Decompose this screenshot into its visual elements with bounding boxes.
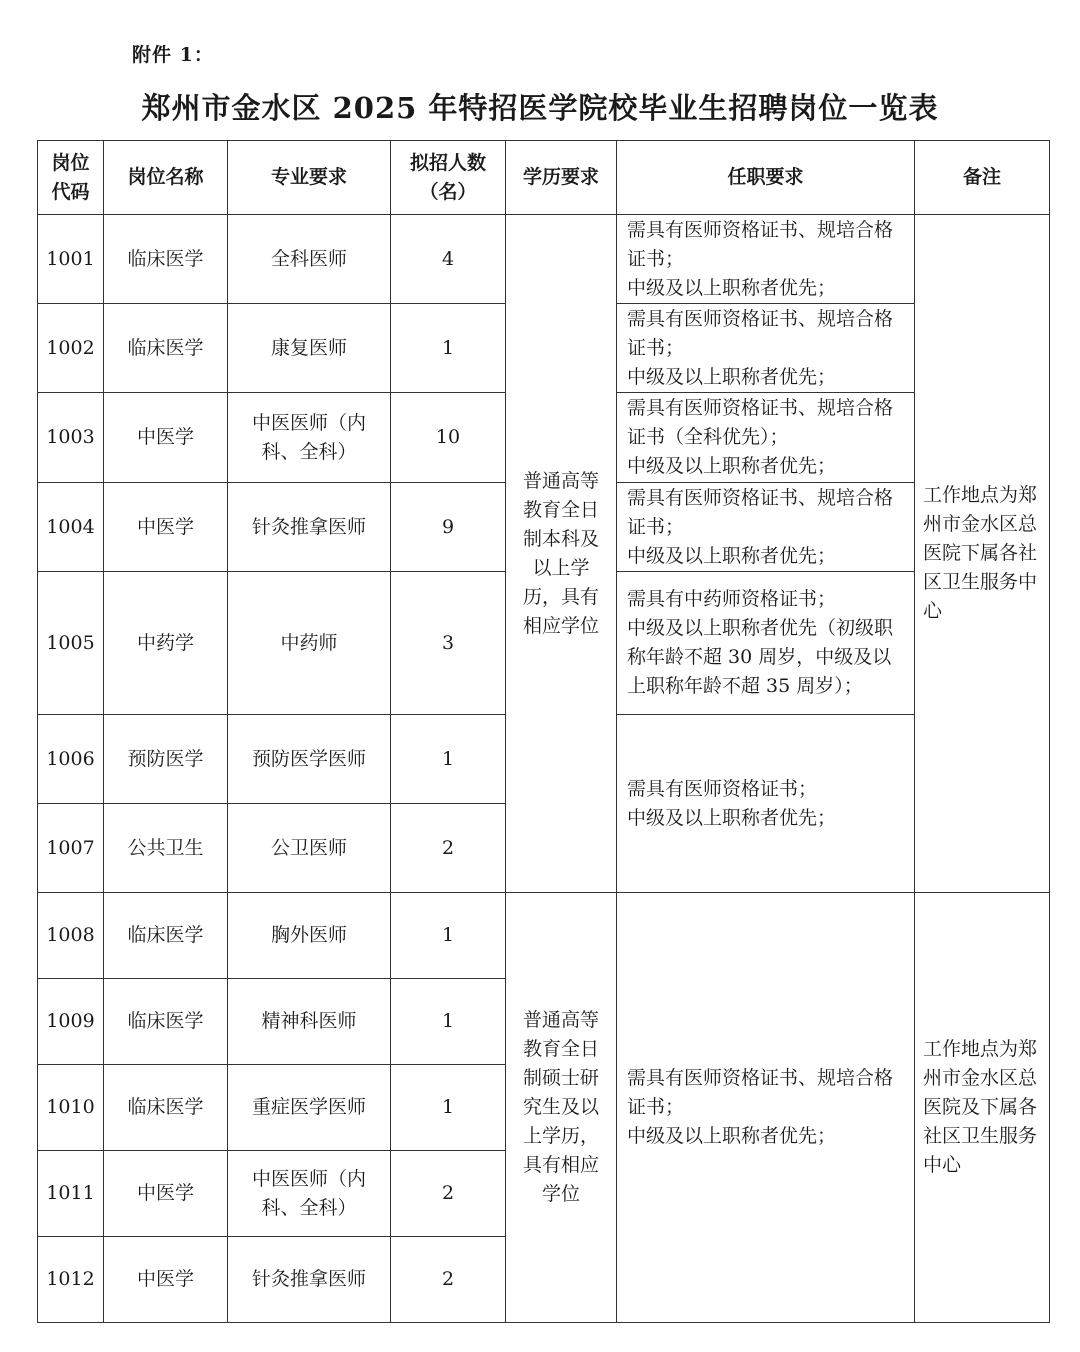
cell-count: 10	[391, 393, 506, 483]
cell-code: 1012	[38, 1237, 104, 1323]
cell-count: 1	[391, 893, 506, 979]
cell-name: 中医学	[104, 393, 228, 483]
cell-major: 胸外医师	[228, 893, 391, 979]
cell-count: 1	[391, 1065, 506, 1151]
cell-major: 全科医师	[228, 215, 391, 304]
header-requirement: 任职要求	[617, 141, 915, 215]
cell-major: 公卫医师	[228, 804, 391, 893]
cell-requirement-group2: 需具有医师资格证书、规培合格证书； 中级及以上职称者优先；	[617, 893, 915, 1323]
cell-count: 1	[391, 715, 506, 804]
cell-major: 针灸推拿医师	[228, 1237, 391, 1323]
cell-name: 中医学	[104, 483, 228, 572]
cell-name: 预防医学	[104, 715, 228, 804]
cell-name: 临床医学	[104, 979, 228, 1065]
cell-code: 1008	[38, 893, 104, 979]
cell-code: 1005	[38, 572, 104, 715]
positions-table	[37, 140, 1050, 1323]
cell-requirement: 需具有医师资格证书、规培合格证书； 中级及以上职称者优先；	[617, 483, 915, 572]
cell-name: 中医学	[104, 1237, 228, 1323]
table-header-row	[38, 141, 1050, 215]
cell-major: 预防医学医师	[228, 715, 391, 804]
cell-major: 精神科医师	[228, 979, 391, 1065]
cell-requirement-shared: 需具有医师资格证书； 中级及以上职称者优先；	[617, 715, 915, 893]
cell-count: 1	[391, 304, 506, 393]
cell-count: 2	[391, 1151, 506, 1237]
cell-requirement: 需具有中药师资格证书； 中级及以上职称者优先（初级职称年龄不超 30 周岁，中级及以上职称年龄不超 35 周岁）；	[617, 572, 915, 715]
cell-major: 康复医师	[228, 304, 391, 393]
attachment-label: 附件 1：	[132, 44, 214, 66]
cell-requirement: 需具有医师资格证书、规培合格证书； 中级及以上职称者优先；	[617, 304, 915, 393]
cell-note-group1: 工作地点为郑州市金水区总医院下属各社区卫生服务中心	[915, 215, 1050, 893]
page-title: 郑州市金水区 2025 年特招医学院校毕业生招聘岗位一览表	[141, 91, 939, 125]
cell-code: 1002	[38, 304, 104, 393]
cell-requirement: 需具有医师资格证书、规培合格证书（全科优先）； 中级及以上职称者优先；	[617, 393, 915, 483]
cell-code: 1001	[38, 215, 104, 304]
cell-major: 针灸推拿医师	[228, 483, 391, 572]
header-name: 岗位名称	[104, 141, 228, 215]
cell-code: 1007	[38, 804, 104, 893]
header-count: 拟招人数 （名）	[391, 141, 506, 215]
cell-education-group2: 普通高等教育全日制硕士研究生及以上学历，具有相应学位	[506, 893, 617, 1323]
cell-code: 1003	[38, 393, 104, 483]
cell-major: 中医医师（内科、全科）	[228, 1151, 391, 1237]
cell-code: 1009	[38, 979, 104, 1065]
cell-code: 1010	[38, 1065, 104, 1151]
cell-count: 9	[391, 483, 506, 572]
cell-major: 中药师	[228, 572, 391, 715]
cell-code: 1011	[38, 1151, 104, 1237]
cell-name: 公共卫生	[104, 804, 228, 893]
cell-count: 1	[391, 979, 506, 1065]
cell-note-group2: 工作地点为郑州市金水区总医院及下属各社区卫生服务中心	[915, 893, 1050, 1323]
cell-code: 1004	[38, 483, 104, 572]
header-note: 备注	[915, 141, 1050, 215]
cell-major: 中医医师（内科、全科）	[228, 393, 391, 483]
header-code: 岗位 代码	[38, 141, 104, 215]
cell-name: 临床医学	[104, 215, 228, 304]
cell-major: 重症医学医师	[228, 1065, 391, 1151]
cell-count: 2	[391, 1237, 506, 1323]
cell-name: 中医学	[104, 1151, 228, 1237]
cell-count: 2	[391, 804, 506, 893]
table-row	[38, 215, 1050, 304]
table-row	[38, 893, 1050, 979]
cell-count: 3	[391, 572, 506, 715]
cell-requirement: 需具有医师资格证书、规培合格证书； 中级及以上职称者优先；	[617, 215, 915, 304]
cell-count: 4	[391, 215, 506, 304]
header-education: 学历要求	[506, 141, 617, 215]
cell-name: 中药学	[104, 572, 228, 715]
cell-name: 临床医学	[104, 893, 228, 979]
cell-name: 临床医学	[104, 304, 228, 393]
header-major: 专业要求	[228, 141, 391, 215]
cell-code: 1006	[38, 715, 104, 804]
cell-name: 临床医学	[104, 1065, 228, 1151]
cell-education-group1: 普通高等教育全日制本科及以上学历，具有相应学位	[506, 215, 617, 893]
